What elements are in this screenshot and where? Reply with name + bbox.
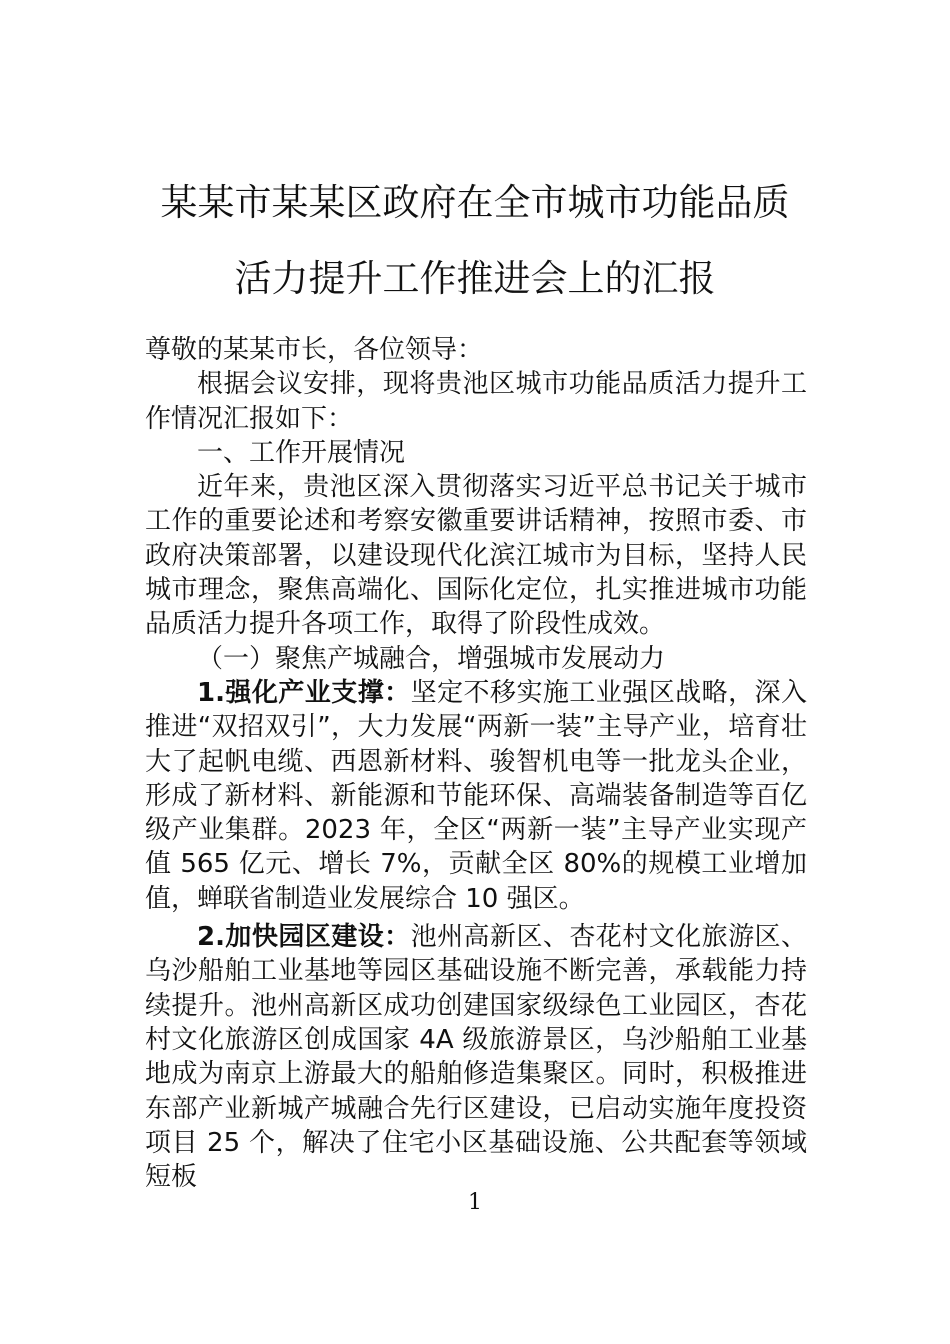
- section-heading: 一、工作开展情况: [197, 437, 406, 468]
- document-title: 某某市某某区政府在全市城市功能品质活力提升工作推进会上的汇报: [160, 181, 790, 300]
- item-text-1: 坚定不移实施工业强区战略，深入推进“双招双引”，大力发展“两新一装”主导产业，培育壮大了起帆电缆、西恩新材料、骏智机电等一批龙头企业，形成了新材料、新能源和节能环保、高端装备制造等百亿级产业集群。2023 年，全区“两新一装”主导产业实现产值 565 亿元、增长 7%，贡献全区 80%的规模工业增加值，蝉联省制造业发展综合 10 强区。: [145, 677, 807, 914]
- intro-paragraph: 根据会议安排，现将贵池区城市功能品质活力提升工作情况汇报如下：: [145, 369, 807, 434]
- item-label-2: 2.加快园区建设：: [197, 922, 411, 953]
- item-paragraph-2: [145, 920, 807, 1194]
- salutation: 尊敬的某某市长，各位领导：: [145, 335, 484, 365]
- page-number: 1: [468, 1190, 482, 1215]
- section-paragraph: 近年来，贵池区深入贯彻落实习近平总书记关于城市工作的重要论述和考察安徽重要讲话精神，按照市委、市政府决策部署，以建设现代化滨江城市为目标，坚持人民城市理念，聚焦高端化、国际化定位，扎实推进城市功能品质活力提升各项工作，取得了阶段性成效。: [145, 472, 807, 640]
- item-text-2: 池州高新区、杏花村文化旅游区、乌沙船舶工业基地等园区基础设施不断完善，承载能力持续提升。池州高新区成功创建国家级绿色工业园区，杏花村文化旅游区创成国家 4A 级旅游景区，乌沙船舶工业基地成为南京上游最大的船舶修造集聚区。同时，积极推进东部产业新城产城融合先行区建设，已启动实施年度投资项目 25 个，解决了住宅小区基础设施、公共配套等领域短板: [145, 922, 807, 1193]
- subsection-heading: （一）聚焦产城融合，增强城市发展动力: [197, 643, 666, 674]
- item-paragraph-1: [145, 676, 807, 916]
- document-body: [145, 333, 807, 1194]
- item-label-1: 1.强化产业支撑：: [197, 677, 411, 708]
